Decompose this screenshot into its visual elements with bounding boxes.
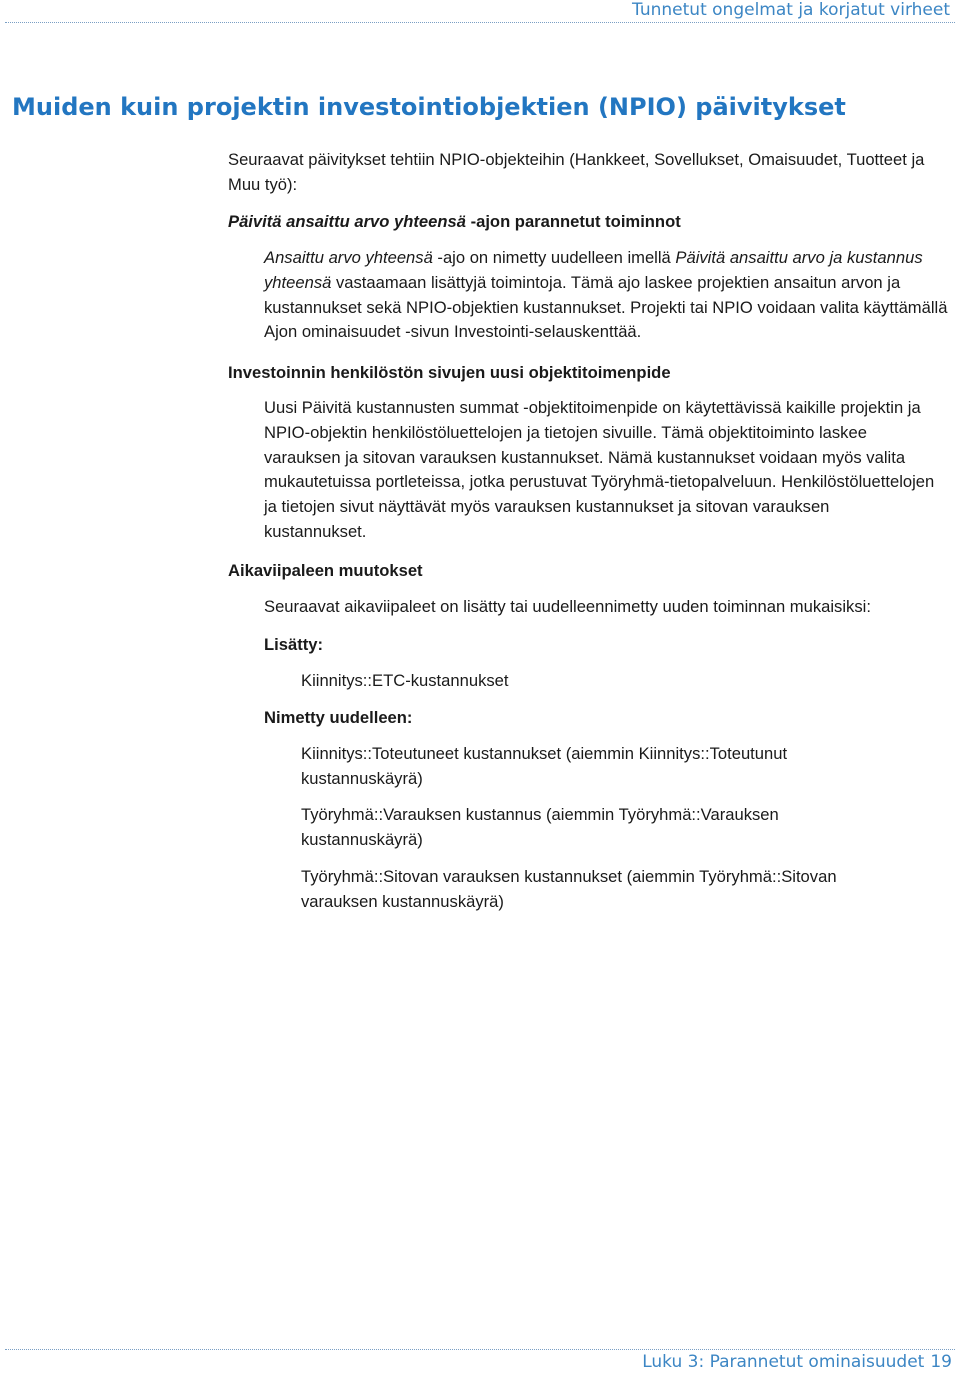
renamed-label: Nimetty uudelleen: bbox=[264, 708, 413, 727]
renamed-item: Työryhmä::Sitovan varauksen kustannukset (aiemmin Työryhmä::Sitovan varauksen kustannuskäyrä) bbox=[301, 867, 837, 911]
staff-heading: Investoinnin henkilöstön sivujen uusi objektitoimenpide bbox=[228, 363, 671, 382]
timeslice-intro: Seuraavat aikaviipaleet on lisätty tai uudelleennimetty uuden toiminnan mukaisiksi: bbox=[264, 597, 871, 616]
job-update-heading bbox=[228, 210, 928, 235]
old-job-name: Ansaittu arvo yhteensä bbox=[264, 248, 433, 267]
timeslice-heading: Aikaviipaleen muutokset bbox=[228, 561, 423, 580]
header-divider bbox=[5, 22, 955, 23]
renamed-item: Kiinnitys::Toteutuneet kustannukset (aiemmin Kiinnitys::Toteutunut kustannuskäyrä) bbox=[301, 744, 788, 788]
intro-paragraph bbox=[228, 148, 928, 198]
added-item: Kiinnitys::ETC-kustannukset bbox=[301, 671, 509, 690]
renamed-item: Työryhmä::Varauksen kustannus (aiemmin Työryhmä::Varauksen kustannuskäyrä) bbox=[301, 805, 779, 849]
new-job-name: Päivitä ansaittu arvo ja kustannus yhteensä bbox=[264, 248, 923, 292]
job-update-text-3: Tämä ajo laskee projektien ansaitun arvon ja kustannukset sekä NPIO-objektien kustannukset. Projekti tai NPIO voidaan valita käyttämällä Ajon ominaisuudet -sivun Investointi-selauskenttää. bbox=[264, 272, 948, 342]
job-update-text-1: -ajo on nimetty uudelleen imellä bbox=[432, 248, 676, 267]
staff-text: Uusi Päivitä kustannusten summat -objektitoimenpide on käytettävissä kaikille projektin ja NPIO-objektin henkilöstöluettelojen ja tietojen sivuille. Tämä objektitoiminto laskee varauksen ja sitovan varauksen kustannukset. Nämä kustannukset voidaan myös valita mukautetuissa portleteissa, jotka perustuvat Työryhmä-tietopalveluun. Henkilöstöluettelojen ja tietojen sivut näyttävät myös varauksen kustannukset ja sitovan varauksen kustannukset. bbox=[264, 398, 935, 541]
page-footer bbox=[642, 1352, 952, 1372]
added-label: Lisätty: bbox=[264, 635, 324, 654]
footer-chapter: Luku 3: Parannetut ominaisuudet bbox=[642, 1352, 925, 1372]
job-update-heading-italic: Päivitä ansaittu arvo yhteensä bbox=[228, 212, 466, 231]
running-header: Tunnetut ongelmat ja korjatut virheet bbox=[632, 0, 950, 20]
section-title: Muiden kuin projektin investointiobjektien (NPIO) päivitykset bbox=[12, 93, 846, 121]
staff-paragraph bbox=[264, 396, 936, 545]
footer-divider bbox=[5, 1349, 955, 1350]
intro-text: Seuraavat päivitykset tehtiin NPIO-objekteihin (Hankkeet, Sovellukset, Omaisuudet, Tuotteet ja Muu työ): bbox=[228, 150, 925, 194]
job-update-text-2: vastaamaan lisättyjä toimintoja. bbox=[331, 272, 567, 292]
job-update-paragraph bbox=[264, 246, 954, 345]
job-update-heading-rest: -ajon parannetut toiminnot bbox=[465, 212, 681, 231]
page-number: 19 bbox=[930, 1352, 952, 1372]
